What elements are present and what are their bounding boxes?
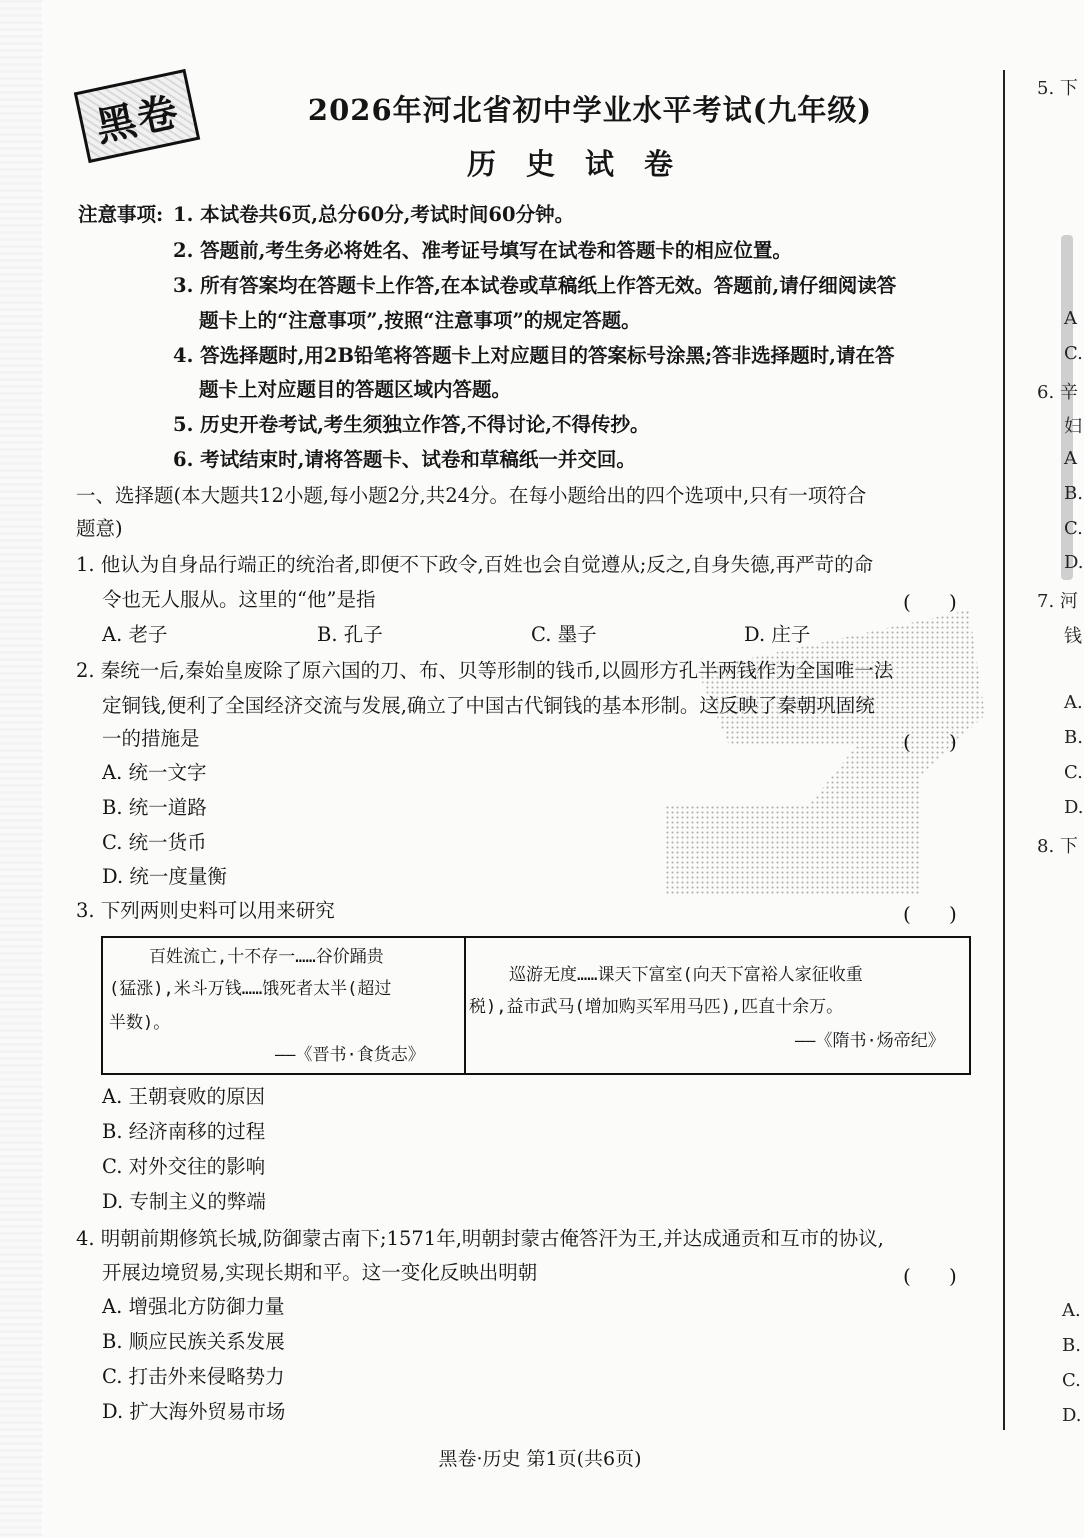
option-1d: D. 庄子 — [744, 623, 811, 646]
option-2b: B. 统一道路 — [102, 796, 207, 819]
question-1-text: 1. 他认为自身品行端正的统治者,即便不下政令,百姓也会自觉遵从;反之,自身失德,再严苛的命 — [76, 553, 874, 576]
exam-title: 2026年河北省初中学业水平考试(九年级) — [307, 93, 873, 127]
edge-fragment: B. — [1062, 1335, 1081, 1356]
edge-fragment: A. — [1062, 1300, 1081, 1321]
source-left-text: (猛涨),米斗万钱……饿死者太半(超过 — [109, 979, 392, 999]
source-material-box — [101, 936, 971, 1075]
option-4d: D. 扩大海外贸易市场 — [102, 1400, 286, 1423]
option-2c: C. 统一货币 — [102, 831, 207, 854]
edge-fragment: C. — [1064, 762, 1083, 783]
option-3b: B. 经济南移的过程 — [102, 1120, 266, 1143]
question-2-text: 一的措施是 — [102, 727, 200, 750]
edge-fragment: D. — [1064, 797, 1084, 818]
source-left-text: 百姓流亡,十不存一……谷价踊贵 — [149, 947, 384, 967]
source-left-text: 半数)。 — [109, 1013, 171, 1033]
note-item: 5. 历史开卷考试,考生须独立作答,不得讨论,不得传抄。 — [173, 413, 650, 436]
option-4b: B. 顺应民族关系发展 — [102, 1330, 285, 1353]
page-footer: 黑卷·历史 第1页(共6页) — [438, 1448, 642, 1470]
question-3-text: 3. 下列两则史料可以用来研究 — [76, 899, 335, 922]
edge-fragment: 6. 辛 — [1037, 382, 1078, 403]
edge-fragment: 妇 — [1064, 416, 1082, 437]
edge-fragment: C. — [1064, 343, 1083, 364]
answer-paren: ( ) — [903, 1264, 957, 1288]
note-item: 2. 答题前,考生务必将姓名、准考证号填写在试卷和答题卡的相应位置。 — [173, 239, 792, 262]
edge-fragment: A. — [1064, 692, 1083, 713]
question-1-text: 令也无人服从。这里的“他”是指 — [102, 588, 376, 611]
notes-label: 注意事项: — [78, 203, 164, 226]
option-1b: B. 孔子 — [317, 623, 383, 646]
source-right-citation: ——《隋书·炀帝纪》 — [795, 1031, 945, 1051]
option-1c: C. 墨子 — [531, 623, 597, 646]
edge-fragment: A — [1064, 448, 1077, 469]
edge-fragment: A — [1064, 308, 1077, 329]
section-heading-cont: 题意) — [76, 517, 123, 540]
note-item: 题卡上的“注意事项”,按照“注意事项”的规定答题。 — [199, 309, 641, 332]
page-fold-line — [1003, 70, 1005, 1430]
edge-fragment: 钱 — [1064, 626, 1082, 647]
option-3c: C. 对外交往的影响 — [102, 1155, 266, 1178]
answer-paren: ( ) — [903, 590, 957, 614]
exam-subtitle: 历史试卷 — [466, 147, 703, 181]
note-item: 6. 考试结束时,请将答题卡、试卷和草稿纸一并交回。 — [173, 448, 636, 471]
source-right-text: 巡游无度……课天下富室(向天下富裕人家征收重 — [509, 965, 863, 985]
source-right-text: 税),益市武马(增加购买军用马匹),匹直十余万。 — [469, 997, 844, 1017]
black-paper-stamp: 黑卷 — [74, 69, 200, 163]
question-4-text: 开展边境贸易,实现长期和平。这一变化反映出明朝 — [102, 1261, 538, 1284]
note-item: 3. 所有答案均在答题卡上作答,在本试卷或草稿纸上作答无效。答题前,请仔细阅读答 — [173, 274, 897, 297]
edge-fragment: D. — [1064, 552, 1084, 573]
edge-fragment: B. — [1064, 727, 1083, 748]
edge-fragment: D. — [1062, 1405, 1082, 1426]
edge-fragment: 7. 河 — [1037, 591, 1078, 612]
edge-fragment: C. — [1064, 518, 1083, 539]
option-4a: A. 增强北方防御力量 — [102, 1295, 285, 1318]
question-4-text: 4. 明朝前期修筑长城,防御蒙古南下;1571年,明朝封蒙古俺答汗为王,并达成通贡和互市的协议, — [76, 1227, 884, 1250]
edge-fragment: C. — [1062, 1370, 1081, 1391]
edge-fragment: B. — [1064, 483, 1083, 504]
option-3d: D. 专制主义的弊端 — [102, 1190, 266, 1213]
option-4c: C. 打击外来侵略势力 — [102, 1365, 285, 1388]
option-2a: A. 统一文字 — [102, 761, 207, 784]
edge-fragment: 8. 下 — [1037, 836, 1078, 857]
source-left-citation: ——《晋书·食货志》 — [275, 1045, 425, 1065]
answer-paren: ( ) — [903, 902, 957, 926]
answer-paren: ( ) — [903, 730, 957, 754]
scan-edge — [0, 0, 42, 1538]
note-item: 1. 本试卷共6页,总分60分,考试时间60分钟。 — [173, 203, 575, 226]
question-2-text: 定铜钱,便利了全国经济交流与发展,确立了中国古代铜钱的基本形制。这反映了秦朝巩固统 — [102, 694, 875, 717]
option-3a: A. 王朝衰败的原因 — [102, 1085, 265, 1108]
edge-fragment: 5. 下 — [1037, 78, 1078, 99]
note-item: 4. 答选择题时,用2B铅笔将答题卡上对应题目的答案标号涂黑;答非选择题时,请在答 — [173, 344, 895, 367]
option-1a: A. 老子 — [102, 623, 168, 646]
section-heading: 一、选择题(本大题共12小题,每小题2分,共24分。在每小题给出的四个选项中,只有一项符合 — [76, 484, 867, 507]
option-2d: D. 统一度量衡 — [102, 865, 227, 888]
source-divider — [464, 938, 466, 1073]
note-item: 题卡上对应题目的答题区域内答题。 — [199, 378, 512, 401]
question-2-text: 2. 秦统一后,秦始皇废除了原六国的刀、布、贝等形制的钱币,以圆形方孔半两钱作为全国唯一法 — [76, 659, 894, 682]
